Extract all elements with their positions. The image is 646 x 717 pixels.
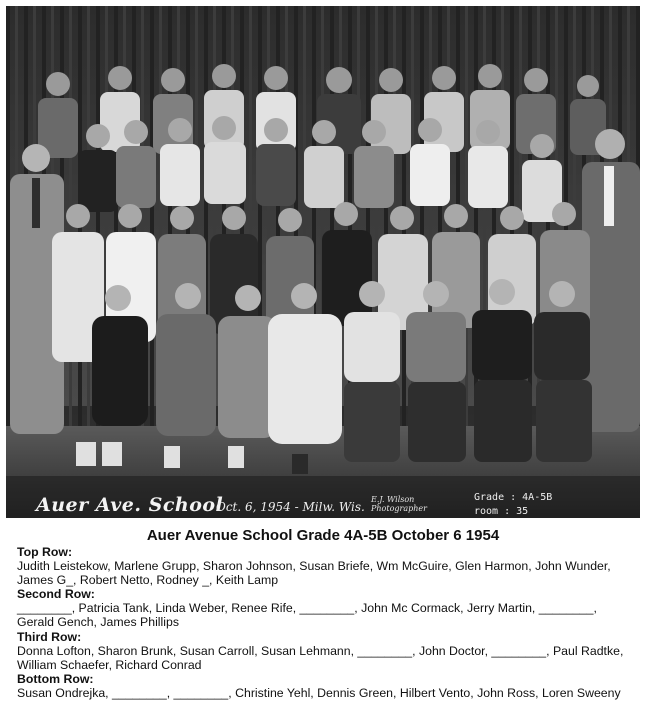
row-heading-third: Third Row:: [17, 629, 82, 644]
photo-caption-room: room : 35: [474, 506, 529, 517]
photo-caption-school: Auer Ave. School: [36, 494, 224, 516]
photo-caption-grade-room: [474, 491, 552, 518]
row-heading-second: Second Row:: [17, 587, 95, 602]
class-photograph: [6, 6, 640, 518]
row-names-second: ________, Patricia Tank, Linda Weber, Renee Rife, ________, John Mc Cormack, Jerry Martin, ________, Gerald Gench, James Phillips: [17, 601, 597, 630]
row-names-third: Donna Lofton, Sharon Brunk, Susan Carroll, Susan Lehmann, ________, John Doctor, ________, Paul Radtke, William Schaefer, Richard Conrad: [17, 643, 624, 672]
photo-caption-date: Oct. 6, 1954 - Milw. Wis.: [216, 500, 365, 514]
row-names-top: Judith Leistekow, Marlene Grupp, Sharon Johnson, Susan Briefe, Wm McGuire, Glen Harmon, John Wunder, James G_, Robert Netto, Rodney _, Keith Lamp: [17, 559, 611, 588]
photo-caption-photographer: E.J. Wilson Photographer: [371, 495, 427, 513]
row-heading-top: Top Row:: [17, 545, 73, 559]
photo-caption-grade: Grade : 4A-5B: [474, 492, 553, 503]
row-heading-bottom: Bottom Row:: [17, 671, 94, 686]
photo-illustration: [6, 6, 640, 518]
row-names-bottom: Susan Ondrejka, ________, ________, Christine Yehl, Dennis Green, Hilbert Vento, John Ross, Loren Sweeny: [17, 685, 621, 700]
names-list: [17, 545, 635, 700]
document-title: Auer Avenue School Grade 4A-5B October 6 1954: [146, 527, 500, 544]
